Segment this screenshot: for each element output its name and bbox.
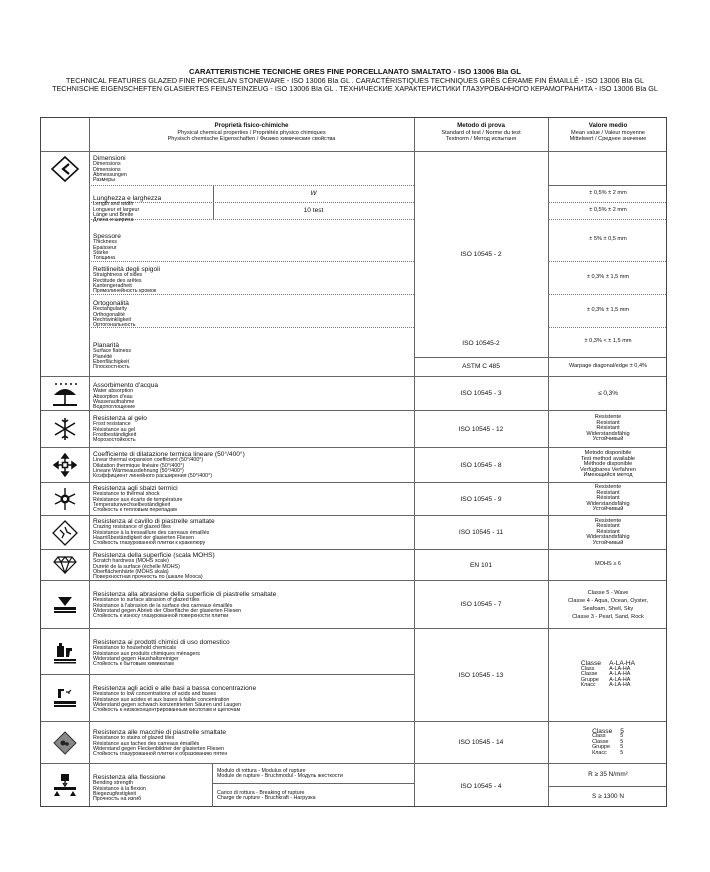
thermal-expansion-method: ISO 10545 - 8: [460, 461, 502, 469]
household-chemicals-icon: [41, 629, 89, 674]
length-width-label: Lunghezza e larghezza Length and width Longueur et largeur Länge und Breite Длина и ширина: [93, 195, 162, 224]
breaking-load-label: Carico di rottura - Breaking of rupture Charge de rupture - Bruchkraft - Нагрузка: [217, 790, 316, 802]
value-10test: ± 0,5% ± 2 mm: [589, 206, 627, 213]
household-chemicals-label: Resistenza ai prodotti chimici di uso domestico Resistance to household chemicals Résistance aux produits chimiques ménagers Widerstand gegen Haushaltsreiniger Стойкость к бытовым химикатам: [93, 639, 230, 668]
thermal-shock-icon: [41, 483, 89, 515]
thickness-label: Spessore Thickness Epaisseur Stärke Толщина: [93, 233, 121, 262]
header-method: Metodo di prova Standard of test / Norme du test Testnorm / Метод испытаня: [441, 122, 521, 143]
crazing-icon: [41, 516, 89, 549]
flatness-label: Planarità Surface flatness Planéité Ebenflächigkeit Плоскостность: [93, 342, 131, 371]
thermal-shock-label: Resistenza agli sbalzi termici Resistance to thermal shock Résistance aux écarts de température Temperaturwechselbeständigkeit Стойкость к тепловым перепадам: [93, 485, 183, 514]
flatness-method: ISO 10545-2: [462, 339, 500, 347]
stains-icon: [41, 722, 89, 763]
abrasion-icon: [41, 581, 89, 628]
thermal-shock-method: ISO 10545 - 9: [460, 495, 502, 503]
crazing-value: Resistente Resistant Résistant Widerstandsfähig Устойчивый: [586, 517, 630, 546]
value-w: ± 0,5% ± 2 mm: [589, 189, 627, 196]
diamond-icon: [41, 550, 89, 580]
title-line-2: TECHNICAL FEATURES GLAZED FINE PORCELAN STONEWARE - ISO 13006 BIa GL . CARACTÉRISTIQUES TECHNIQUES GRÈS CÉRAME FIN ÉMAILLÉ - ISO 13006 BIa GL: [66, 75, 644, 85]
header-properties: Proprietà fisico-chimiche Physical chemical properties / Propriétés physico chimiques Physisch chemische Eigenschaften / Физико химические свойства: [167, 122, 336, 143]
bending-strength-label: Resistenza alla flessione Bending strength Résistance à la flexion Biegezugfestigkeit Прочность на изгиб: [93, 774, 166, 803]
acids-bases-icon: [41, 675, 89, 721]
header-value: Valore medio Mean value / Valeur moyenne Mittelwert / Среднее значение: [569, 122, 647, 143]
mohs-method: EN 101: [470, 561, 492, 569]
water-absorption-method: ISO 10545 - 3: [460, 390, 502, 397]
chemicals-method: ISO 10545 - 13: [458, 671, 504, 679]
chemicals-value: Classe A-LA-HA Class A-LA-HA Classe A-LA-HA Gruppe A-LA-HA Класс A-LA-HA: [580, 660, 636, 689]
crazing-method: ISO 10545 - 11: [458, 529, 504, 536]
value-rectangularity: ± 0,3% ± 1,5 mm: [586, 306, 630, 313]
expansion-arrows-icon: [41, 448, 89, 482]
dimensions-label: Dimensioni Dimensions Dimensions Abmessungen Размеры: [93, 155, 127, 184]
w-label: W: [310, 190, 317, 197]
col-divider-icon: [89, 118, 90, 806]
water-absorption-icon: [41, 377, 89, 410]
document-title: [0, 68, 710, 94]
rectangularity-label: Ortogonalità Rectangularity Orthogonalité Rechtwinkligkeit Ортогональность: [93, 300, 136, 329]
value-warpage: Warpage diagonal/edge ± 0,4%: [568, 362, 648, 369]
snowflake-icon: [41, 411, 89, 447]
water-absorption-value: ≤ 0,3%: [598, 389, 618, 397]
thermal-expansion-label: Coefficiente di dilatazione termica lineare (50°/400°) Linear thermal expansion coefficient (50°/400°) Dilatation thermique linéaire (50°/400°) Lineare Wärmeausdehnung (50°/400°) Коэффициент линейного расширения (50°/400°): [93, 451, 245, 480]
stains-value: Classe 5 Class 5 Classe 5 Gruppe 5 Класс 5: [592, 727, 624, 756]
bending-method: ISO 10545 - 4: [460, 782, 502, 790]
dims-method: ISO 10545 - 2: [460, 251, 502, 258]
modulus-value: R ≥ 35 N/mm²: [588, 771, 628, 779]
properties-table: [40, 117, 667, 807]
title-line-3: TECHNISCHE EIGENSCHEFTEN GLASIERTES FEINSTEINZEUG - ISO 13006 BIa GL . ТЕХНИЧЕСКИЕ ХАРАКТЕРИСТИКИ ГЛАЗУРОВАННОГО КЕРАМОГРАНИТА - ISO 13006 BIa GL: [52, 84, 658, 93]
col-divider-flex: [212, 763, 213, 807]
stains-method: ISO 10545 - 14: [458, 739, 504, 746]
astm-method: ASTM C 485: [462, 363, 500, 370]
ten-test-label: 10 test: [303, 207, 324, 214]
value-flatness: ± 0,3% < ± 1,5 mm: [584, 338, 632, 345]
dimensions-icon: [41, 152, 89, 185]
acids-bases-label: Resistenza agli acidi e alle basi a bassa concentrazione Resistance to low concentrations of acids and bases Résistance aux acides et aux bases à faible concentration Widerstand gegen schwach konzentrierten Säuren und Laugen Стойкость к низкоконцентрированным кислотам и щелочам: [93, 685, 257, 714]
frost-method: ISO 10545 - 12: [458, 425, 504, 433]
abrasion-method: ISO 10545 - 7: [460, 601, 502, 608]
abrasion-value: Classe 5 - Wave Classe 4 - Aqua, Ocean, Oyster, Seafoam, Shell, Sky Classe 3 - Pearl, Sand, Rock: [568, 589, 648, 620]
mohs-value: MOHS ≥ 6: [594, 561, 622, 568]
mohs-label: Resistenza della superficie (scala MOHS) Scratch hardness (MOHS scale) Dureté de la surface (échelle MOHS) Oberflächenhärte (MOHS skala) Поверхностная прочность по (шкале Мооса): [93, 552, 215, 581]
abrasion-label: Resistenza alla abrasione della superficie di piastrelle smaltate Resistance to surface abrasion of glazed tiles Résistance à l'abrasion de la surface des carreaux émaillés Widerstand gegen Abrieb der Oberfläche der glasierten Fliesen Стойкость к износу глазурованной поверхности плитки: [93, 591, 277, 620]
breaking-load-value: S ≥ 1300 N: [592, 793, 624, 801]
value-thickness: ± 5% ± 0,5 mm: [589, 236, 627, 243]
straightness-label: Rettilineità degli spigoli Straightness of sides Rectitude des arêtes Kantengeradheit Прямолинейность кромок: [93, 266, 161, 295]
frost-resistance-label: Resistenza al gelo Frost resistance Résistance au gel Frostbeständigkeit Морозостойкость: [93, 415, 147, 444]
title-line-1: CARATTERISTICHE TECNICHE GRES FINE PORCELLANATO SMALTATO - ISO 13006 BIa GL: [189, 67, 521, 76]
thermal-expansion-value: Metodo disponibile Test method available Méthode disponible Verfügbares Verfahren Имеющийся метод: [580, 450, 636, 479]
stains-label: Resistenza alle macchie di piastrelle smaltate Resistance to stains of glazed tiles Résistance aux taches des carreaux émaillés Widerstand gegen Fleckenbildner der glasierten Fliesen Стойкость глазурованной плитки к образованию пятен: [93, 729, 228, 758]
bending-strength-icon: [41, 764, 89, 808]
thermal-shock-value: Resistente Resistant Résistant Widerstandsfähig Устойчивый: [586, 484, 630, 513]
water-absorption-label: Assorbimento d'acqua Water absorption Absorption d'eau Wasseraufnahme Водопоглощение: [93, 382, 159, 411]
crazing-label: Resistenza al cavillo di piastrelle smaltate Crazing resistance of glazed tiles Résistance à la tressaillure des carreaux émaillés Haarrißbeständigkeit der glasierten Fliesen Стойкость глазурованной плитки к кракелюру: [93, 518, 215, 547]
value-straightness: ± 0,3% ± 1,5 mm: [586, 273, 630, 280]
frost-value: Resistente Resistant Résistant Widerstandsfähig Устойчивый: [586, 414, 630, 443]
modulus-rupture-label: Modulo di rottura - Modulus of rupture Module de rupture - Bruchmodul - Модуль жесткости: [217, 768, 343, 780]
